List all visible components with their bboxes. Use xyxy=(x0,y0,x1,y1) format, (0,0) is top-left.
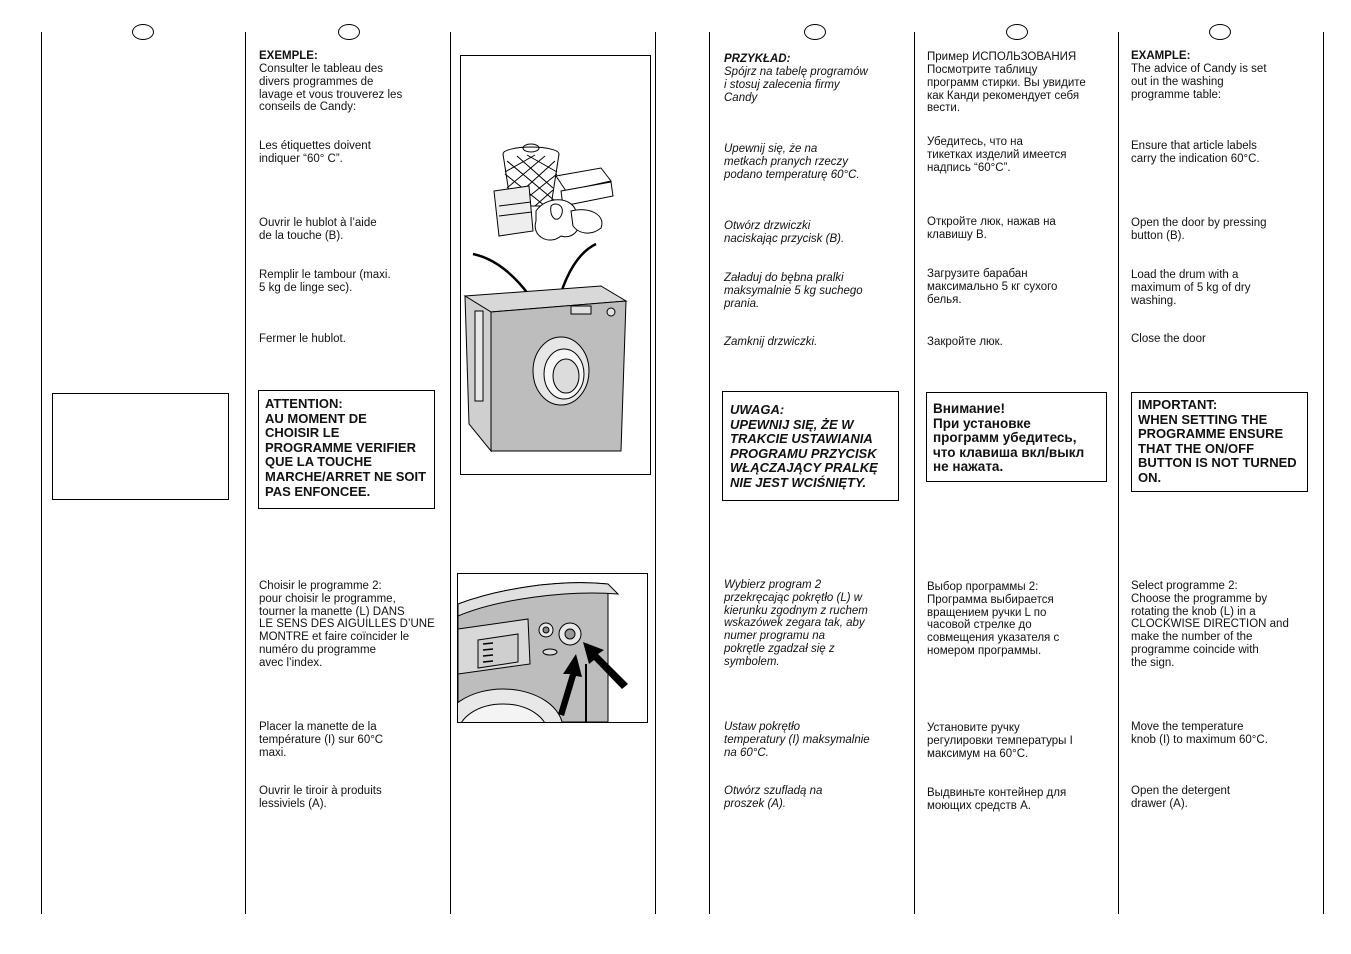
fr-step-load: Remplir le tambour (maxi. 5 kg de linge sec). xyxy=(259,269,391,294)
control-panel-figure xyxy=(457,573,648,723)
ru-example-text: Посмотрите таблицу программ стирки. Вы увидите как Канди рекомендует себя вести. xyxy=(927,64,1086,115)
fr-attention-text: ATTENTION: AU MOMENT DE CHOISIR LE PROGRAMME VERIFIER QUE LA TOUCHE MARCHE/ARRET NE SOIT PAS ENFONCEE. xyxy=(265,396,427,499)
fr-example-label: EXEMPLE: xyxy=(259,50,318,62)
column-divider xyxy=(450,32,451,914)
fr-step-select-programme: Choisir le programme 2: pour choisir le programme, tourner la manette (L) DANS LE SENS DES AIGUILLES D’UNE MONTRE et faire coïncider le numéro du programme avec l’index. xyxy=(259,580,435,669)
column-divider xyxy=(709,32,710,914)
pl-step-close: Zamknij drzwiczki. xyxy=(724,336,818,348)
pl-warning-text: UWAGA: UPEWNIJ SIĘ, ŻE W TRAKCIE USTAWIANIA PROGRAMU PRZYCISK WŁĄCZAJĄCY PRALKĘ NIE JEST WCIŚNIĘTY. xyxy=(730,402,878,490)
language-marker xyxy=(338,24,360,40)
pl-step-open-door: Otwórz drzwiczki naciskając przycisk (B). xyxy=(724,220,845,245)
fr-step-labels: Les étiquettes doivent indiquer “60° C”. xyxy=(259,140,371,165)
ru-step-open-door: Откройте люк, нажав на клавишу В. xyxy=(927,216,1056,241)
ru-example-label: Пример ИСПОЛЬЗОВАНИЯ xyxy=(927,51,1077,63)
ru-warning-text: Внимание! При установке программ убедитесь, что клавиша вкл/выкл не нажата. xyxy=(933,401,1085,475)
column-divider xyxy=(41,32,42,914)
column-divider xyxy=(245,32,246,914)
pl-example-text: Spójrz na tabelę programów i stosuj zalecenia firmy Candy xyxy=(724,66,868,104)
laundry-washing-machine-figure xyxy=(460,55,651,475)
en-step-open-door: Open the door by pressing button (B). xyxy=(1131,217,1267,242)
column-divider xyxy=(1323,32,1324,914)
empty-box xyxy=(52,393,229,500)
language-marker xyxy=(1006,24,1028,40)
fr-step-close: Fermer le hublot. xyxy=(259,333,346,345)
column-divider xyxy=(1118,32,1119,914)
fr-step-detergent: Ouvrir le tiroir à produits lessiviels (A). xyxy=(259,785,382,810)
en-example-label: EXAMPLE: xyxy=(1131,50,1191,62)
en-step-select-programme: Select programme 2: Choose the programme by rotating the knob (L) in a CLOCKWISE DIRECTION and make the number of the programme coincide with the sign. xyxy=(1131,580,1289,669)
fr-step-temperature: Placer la manette de la température (I) sur 60°C maxi. xyxy=(259,721,384,759)
ru-step-load: Загрузите барабан максимально 5 кг сухого белья. xyxy=(927,268,1058,306)
en-step-labels: Ensure that article labels carry the indication 60°C. xyxy=(1131,140,1260,165)
language-marker xyxy=(804,24,826,40)
en-step-load: Load the drum with a maximum of 5 kg of dry washing. xyxy=(1131,269,1251,307)
fr-example-text: Consulter le tableau des divers programmes de lavage et vous trouverez les conseils de Candy: xyxy=(259,63,403,114)
ru-step-select-programme: Выбор программы 2: Программа выбирается вращением ручки L по часовой стрелке до совмещения указателя с номером программы. xyxy=(927,581,1060,657)
control-panel-illustration xyxy=(458,574,647,722)
fr-step-open-door: Ouvrir le hublot à l’aide de la touche (B). xyxy=(259,217,377,242)
language-marker xyxy=(132,24,154,40)
pl-step-select-programme: Wybierz program 2 przekręcając pokrętło (L) w kierunku zgodnym z ruchem wskazówek zegara tak, aby numer programu na pokrętle zgadzał się z symbolem. xyxy=(724,579,868,668)
column-divider xyxy=(655,32,656,914)
en-important-text: IMPORTANT: WHEN SETTING THE PROGRAMME ENSURE THAT THE ON/OFF BUTTON IS NOT TURNED ON. xyxy=(1138,397,1297,485)
ru-step-labels: Убедитесь, что на тикетках изделий имеется надпись “60°C”. xyxy=(927,136,1067,174)
en-step-temperature: Move the temperature knob (I) to maximum 60°C. xyxy=(1131,721,1268,746)
ru-step-close: Закройте люк. xyxy=(927,336,1003,348)
en-step-close: Close the door xyxy=(1131,333,1206,345)
pl-step-detergent: Otwórz szufladą na proszek (A). xyxy=(724,785,823,810)
pl-example-label: PRZYKŁAD: xyxy=(724,53,791,65)
pl-step-load: Załaduj do bębna pralki maksymalnie 5 kg suchego prania. xyxy=(724,272,863,310)
ru-step-temperature: Установите ручку регулировки температуры I максимум на 60°C. xyxy=(927,722,1073,760)
en-example-text: The advice of Candy is set out in the washing programme table: xyxy=(1131,63,1267,101)
pl-step-labels: Upewnij się, że na metkach pranych rzeczy podano temperaturę 60°C. xyxy=(724,143,860,181)
ru-step-detergent: Выдвиньте контейнер для моющих средств А. xyxy=(927,787,1067,812)
pl-step-temperature: Ustaw pokrętło temperatury (I) maksymalnie na 60°C. xyxy=(724,721,870,759)
washing-machine-illustration xyxy=(461,56,650,474)
column-divider xyxy=(914,32,915,914)
en-step-detergent: Open the detergent drawer (A). xyxy=(1131,785,1231,810)
language-marker xyxy=(1209,24,1231,40)
